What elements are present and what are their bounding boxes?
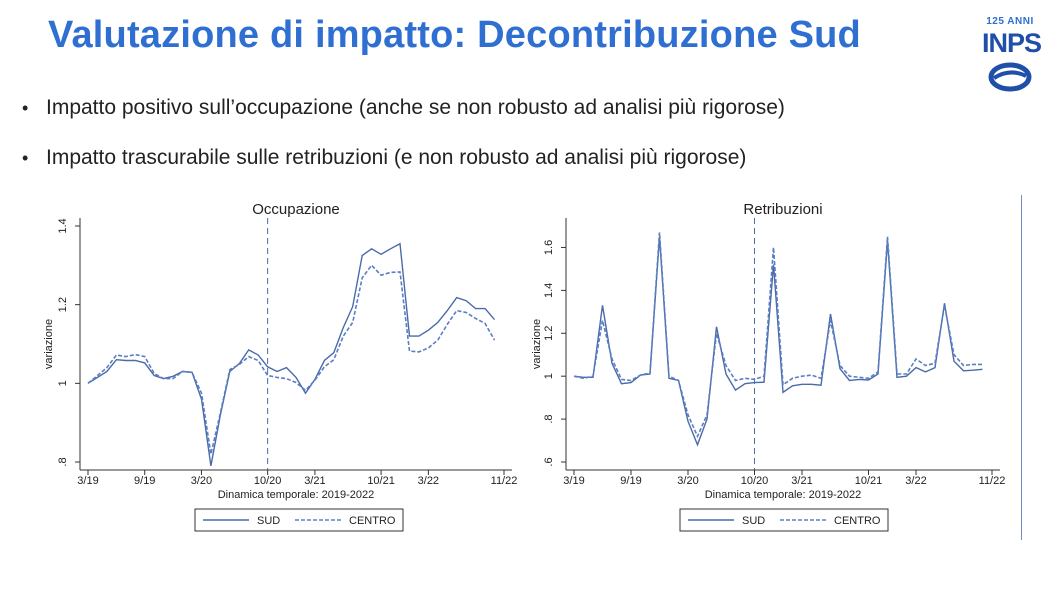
bullet-text: Impatto positivo sull’occupazione (anche se non robusto ad analisi più rigorose) (46, 96, 785, 119)
y-tick-label: 1.2 (543, 325, 555, 341)
y-tick-label: 1.2 (57, 297, 69, 313)
divider-line (1021, 195, 1022, 540)
x-tick-label: 10/20 (740, 475, 769, 487)
bullet-dot-icon: • (22, 148, 29, 168)
x-tick-label: 9/19 (134, 475, 156, 487)
x-tick-label: 11/22 (978, 475, 1006, 487)
x-axis-label: Dinamica temporale: 2019-2022 (704, 489, 862, 501)
x-tick-label: 10/21 (367, 475, 395, 487)
x-tick-label: 11/22 (490, 475, 518, 487)
y-tick-label: .6 (543, 457, 555, 467)
x-tick-label: 3/22 (905, 475, 927, 487)
page-title: Valutazione di impatto: Decontribuzione Sud (48, 14, 861, 56)
y-axis-label: variazione (531, 318, 543, 370)
chart-title: Occupazione (252, 201, 340, 218)
y-tick-label: 1.6 (543, 239, 555, 256)
x-tick-label: 3/21 (791, 475, 813, 487)
y-axis-label: variazione (43, 318, 55, 370)
x-tick-label: 3/20 (677, 475, 699, 487)
x-tick-label: 3/20 (190, 475, 213, 487)
series-line-sud (88, 244, 495, 466)
logo-anniversary-text: 125 ANNI (986, 16, 1034, 27)
bullet-dot-icon: • (22, 98, 29, 118)
legend-label-sud: SUD (742, 515, 766, 527)
legend-label-centro: CENTRO (834, 515, 881, 527)
bullet-text: Impatto trascurabile sulle retribuzioni (e non robusto ad analisi più rigorose) (46, 146, 747, 169)
x-tick-label: 3/21 (304, 475, 326, 487)
y-tick-label: 1 (57, 380, 69, 387)
x-tick-label: 9/19 (620, 475, 642, 487)
chart-title: Retribuzioni (743, 201, 823, 218)
series-line-sud (574, 237, 983, 445)
y-tick-label: 1 (543, 373, 555, 380)
y-tick-label: 1.4 (57, 218, 69, 234)
x-tick-label: 10/20 (253, 475, 282, 487)
x-tick-label: 10/21 (854, 475, 883, 487)
y-tick-label: .8 (57, 457, 69, 467)
y-tick-label: 1.4 (543, 282, 555, 299)
x-tick-label: 3/19 (563, 475, 585, 487)
x-tick-label: 3/19 (77, 475, 99, 487)
series-line-centro (88, 265, 495, 454)
x-axis-label: Dinamica temporale: 2019-2022 (217, 489, 375, 501)
legend-label-centro: CENTRO (349, 515, 396, 527)
x-tick-label: 3/22 (417, 475, 440, 487)
y-tick-label: .8 (543, 414, 555, 424)
logo-wordmark: INPS (982, 28, 1042, 58)
legend-label-sud: SUD (257, 515, 281, 527)
